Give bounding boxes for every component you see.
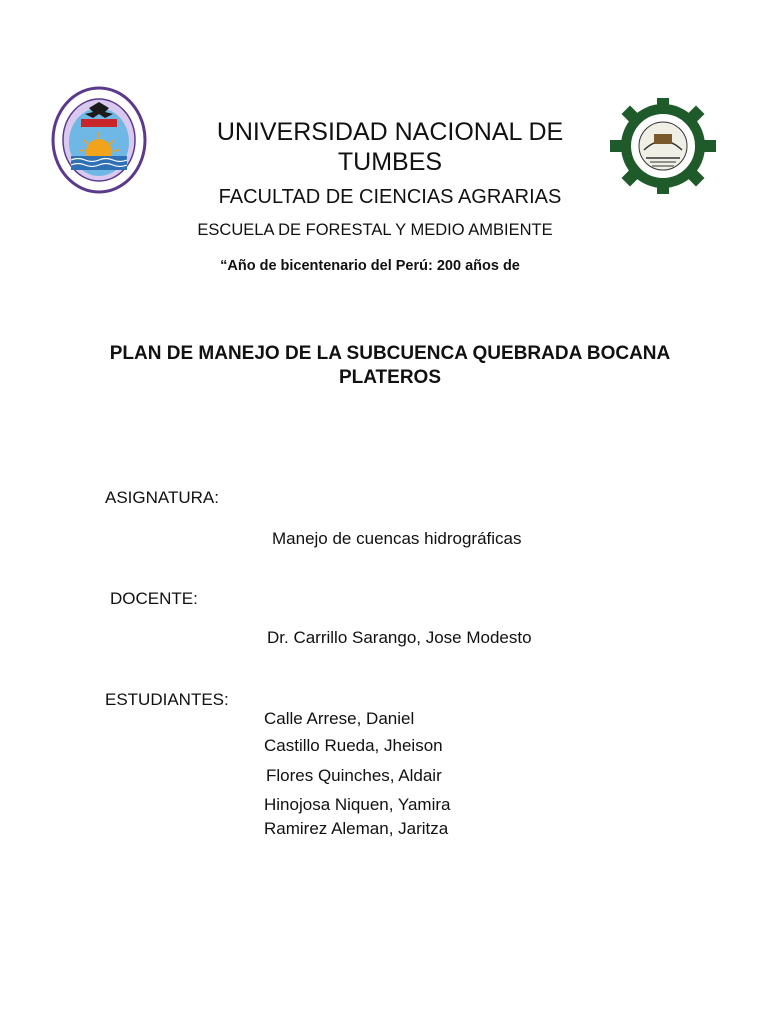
students-label: ESTUDIANTES: [105,690,229,709]
student-name: Calle Arrese, Daniel [264,709,415,728]
student-name: Hinojosa Niquen, Yamira [264,795,451,814]
year-motto: “Año de bicentenario del Perú: 200 años de [220,258,520,274]
teacher-label: DOCENTE: [110,589,198,608]
course-value: Manejo de cuencas hidrográficas [272,529,522,548]
course-label: ASIGNATURA: [105,488,219,507]
teacher-value: Dr. Carrillo Sarango, Jose Modesto [267,628,532,647]
school-name: ESCUELA DE FORESTAL Y MEDIO AMBIENTE [197,221,553,239]
faculty-gear-seal-icon [610,98,716,194]
faculty-name: FACULTAD DE CIENCIAS AGRARIAS [218,186,562,208]
university-name: UNIVERSIDAD NACIONAL DE TUMBES [216,118,564,176]
student-name: Castillo Rueda, Jheison [264,736,443,755]
student-name: Flores Quinches, Aldair [266,766,442,785]
university-seal-icon [51,86,147,194]
document-title: PLAN DE MANEJO DE LA SUBCUENCA QUEBRADA BOCANA PLATEROS [109,343,671,388]
student-name: Ramirez Aleman, Jaritza [264,819,449,838]
